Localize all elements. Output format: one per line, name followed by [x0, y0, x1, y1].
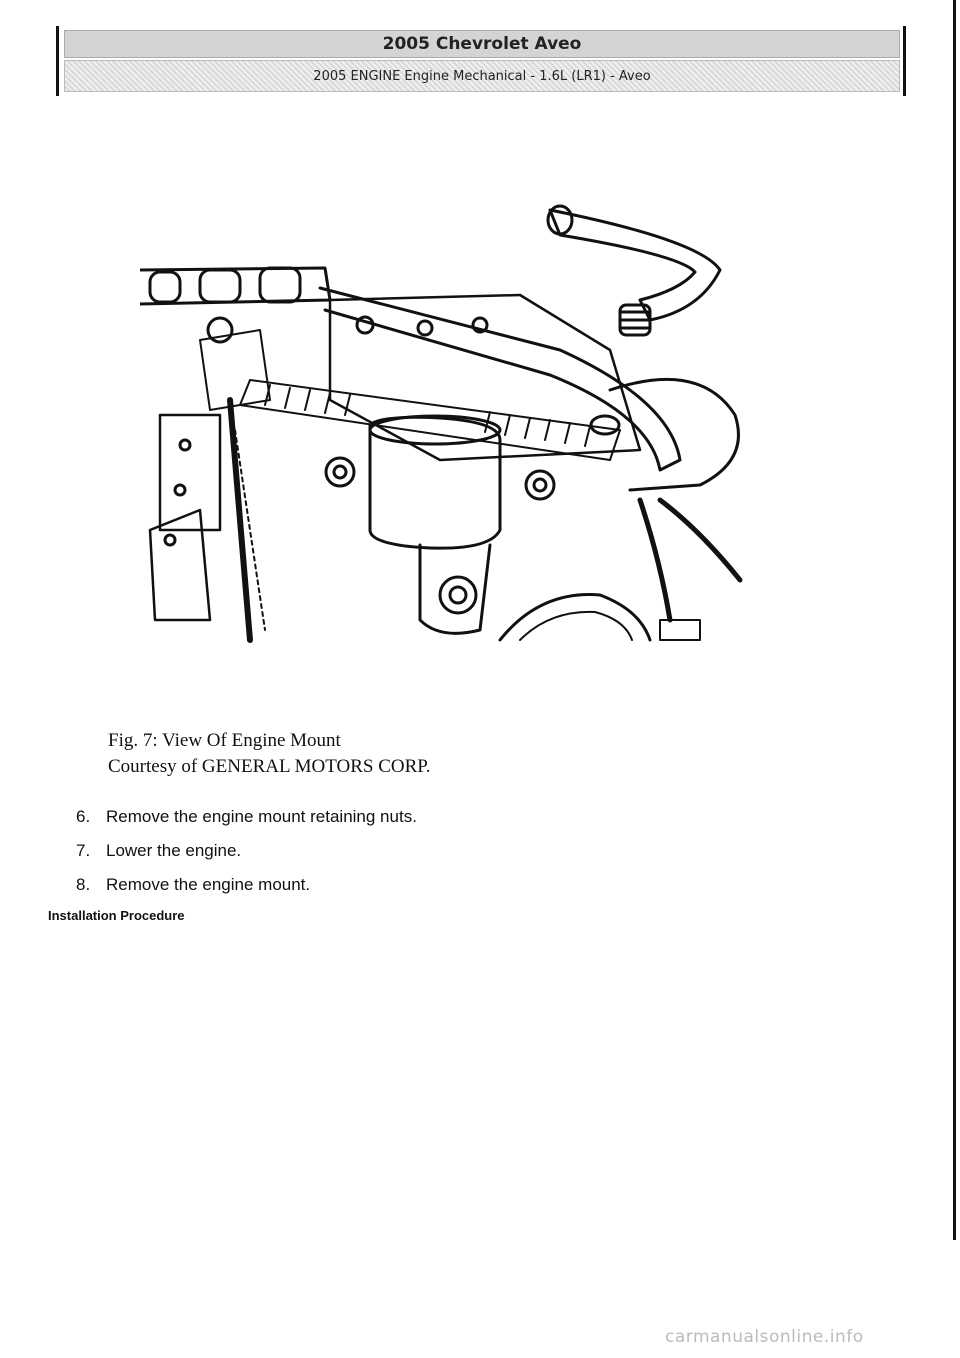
engine-mount-illustration [140, 200, 760, 650]
figure-caption [108, 728, 431, 780]
list-item: 7. Lower the engine. [76, 841, 242, 860]
watermark: carmanualsonline.info [665, 1327, 864, 1347]
section-heading: Installation Procedure [48, 908, 185, 923]
figure-caption-title: Fig. 7: View Of Engine Mount [108, 730, 341, 751]
procedure-steps [76, 800, 417, 902]
list-item: 8. Remove the engine mount. [76, 875, 311, 894]
document-subtitle: 2005 ENGINE Engine Mechanical - 1.6L (LR1) - Aveo [64, 60, 900, 92]
header-rule-right [903, 26, 906, 96]
figure-caption-credit: Courtesy of GENERAL MOTORS CORP. [108, 756, 431, 777]
document-title: 2005 Chevrolet Aveo [64, 30, 900, 58]
header-rule-left [56, 26, 59, 96]
list-item: 6. Remove the engine mount retaining nuts. [76, 807, 417, 826]
page-edge-rule [953, 0, 956, 1240]
